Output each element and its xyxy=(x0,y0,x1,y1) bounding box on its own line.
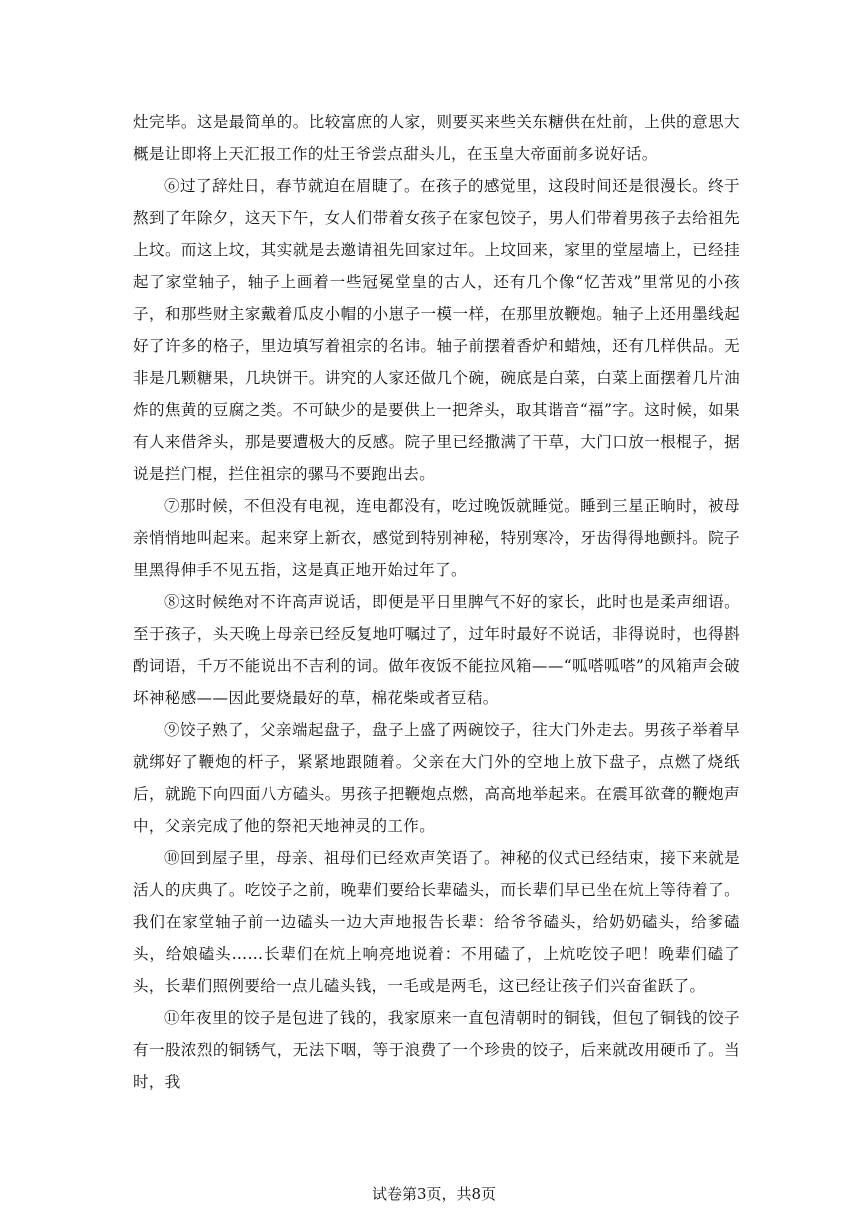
paragraph-10: ⑩回到屋子里，母亲、祖母们已经欢声笑语了。神秘的仪式已经结束，接下来就是活人的庆典了。吃饺子之前，晚辈们要给长辈磕头，而长辈们早已坐在炕上等待着了。我们在家堂轴子前一边磕头一边大声地报告长辈：给爷爷磕头，给奶奶磕头，给爹磕头，给娘磕头……长辈们在炕上响亮地说着：不用磕了，上炕吃饺子吧！晚辈们磕了头，长辈们照例要给一点儿磕头钱，一毛或是两毛，这已经让孩子们兴奋雀跃了。 xyxy=(133,849,740,995)
passage-text xyxy=(133,106,740,1098)
paragraph-7: ⑦那时候，不但没有电视，连电都没有，吃过晚饭就睡觉。睡到三星正晌时，被母亲悄悄地叫起来。起来穿上新衣，感觉到特别神秘，特别寒冷，牙齿得得地颤抖。院子里黑得伸手不见五指，这是真正地开始过年了。 xyxy=(133,497,740,579)
paragraph-8: ⑧这时候绝对不许高声说话，即便是平日里脾气不好的家长，此时也是柔声细语。至于孩子，头天晚上母亲已经反复地叮嘱过了，过年时最好不说话，非得说时，也得斟酌词语，千万不能说出不吉利的词。做年夜饭不能拉风箱——“呱嗒呱嗒”的风箱声会破坏神秘感——因此要烧最好的草，棉花柴或者豆秸。 xyxy=(133,593,740,707)
paragraph-11: ⑪年夜里的饺子是包进了钱的，我家原来一直包清朝时的铜钱，但包了铜钱的饺子有一股浓烈的铜锈气，无法下咽，等于浪费了一个珍贵的饺子，后来就改用硬币了。当时，我 xyxy=(133,1009,740,1091)
page-footer: 试卷第3页，共8页 xyxy=(371,1185,497,1203)
paragraph-9: ⑨饺子熟了，父亲端起盘子，盘子上盛了两碗饺子，往大门外走去。男孩子举着早就绑好了鞭炮的杆子，紧紧地跟随着。父亲在大门外的空地上放下盘子，点燃了烧纸后，就跪下向四面八方磕头。男孩子把鞭炮点燃，高高地举起来。在震耳欲聋的鞭炮声中，父亲完成了他的祭祀天地神灵的工作。 xyxy=(133,721,740,835)
paragraph-6: ⑥过了辞灶日，春节就迫在眉睫了。在孩子的感觉里，这段时间还是很漫长。终于熬到了年除夕，这天下午，女人们带着女孩子在家包饺子，男人们带着男孩子去给祖先上坟。而这上坟，其实就是去邀请祖先回家过年。上坟回来，家里的堂屋墙上，已经挂起了家堂轴子，轴子上画着一些冠冕堂皇的古人，还有几个像“忆苦戏”里常见的小孩子，和那些财主家戴着瓜皮小帽的小崽子一模一样，在那里放鞭炮。轴子上还用墨线起好了许多的格子，里边填写着祖宗的名讳。轴子前摆着香炉和蜡烛，还有几样供品。无非是几颗糖果，几块饼干。讲究的人家还做几个碗，碗底是白菜，白菜上面摆着几片油炸的焦黄的豆腐之类。不可缺少的是要供上一把斧头，取其谐音“福”字。这时候，如果有人来借斧头，那是要遭极大的反感。院子里已经撒满了干草，大门口放一根棍子，据说是拦门棍，拦住祖宗的骡马不要跑出去。 xyxy=(133,177,740,483)
paragraph-5-continued: 灶完毕。这是最简单的。比较富庶的人家，则要买来些关东糖供在灶前，上供的意思大概是让即将上天汇报工作的灶王爷尝点甜头儿，在玉皇大帝面前多说好话。 xyxy=(133,113,740,163)
